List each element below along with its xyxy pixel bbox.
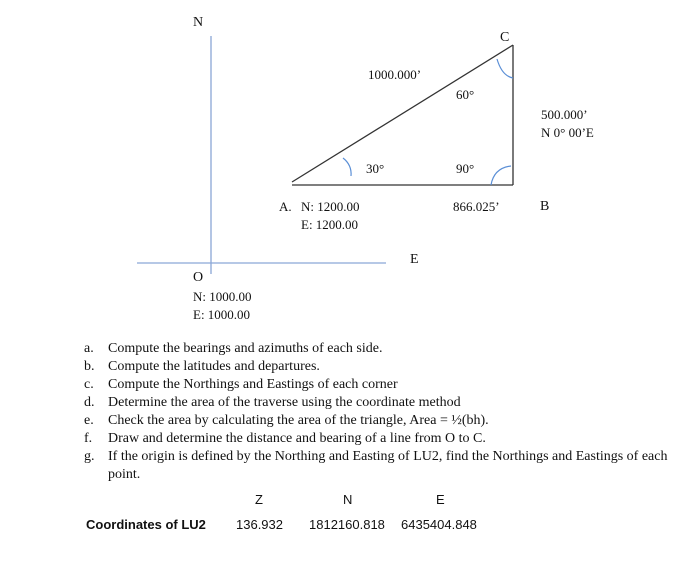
angle-c-label: 60° (456, 87, 475, 102)
origin-label: O (193, 270, 204, 285)
angle-arc-b (491, 166, 511, 185)
point-c-label: C (500, 30, 510, 45)
point-a-easting: E: 1200.00 (301, 217, 359, 232)
lu2-value-e: 6435404.848 (401, 517, 477, 532)
origin-easting: E: 1000.00 (193, 307, 251, 322)
question-item: g. If the origin is defined by the Northing and Easting of LU2, find the Northings and Eastings of each point. (84, 449, 668, 482)
lu2-header-n: N (343, 492, 353, 507)
question-item: e. Check the area by calculating the area of the triangle, Area = ½(bh). (84, 413, 489, 428)
question-list (84, 340, 684, 484)
side-ab-length: 866.025’ (453, 199, 500, 214)
question-item: a. Compute the bearings and azimuths of each side. (84, 341, 383, 356)
question-item: c. Compute the Northings and Eastings of each corner (84, 377, 398, 392)
origin-northing: N: 1000.00 (193, 289, 252, 304)
lu2-header-z: Z (255, 492, 263, 507)
angle-arc-a (343, 158, 351, 176)
east-label: E (410, 252, 419, 267)
side-bc-bearing: N 0° 00’E (541, 125, 594, 140)
lu2-value-n: 1812160.818 (309, 517, 385, 532)
angle-a-label: 30° (366, 161, 385, 176)
side-ac (292, 45, 513, 182)
angle-arc-c (497, 59, 513, 78)
point-a-northing: N: 1200.00 (301, 199, 360, 214)
lu2-value-z: 136.932 (236, 517, 283, 532)
point-b-label: B (540, 199, 550, 214)
side-bc-length: 500.000’ (541, 107, 588, 122)
question-item: d. Determine the area of the traverse using the coordinate method (84, 395, 461, 410)
lu2-header-e: E (436, 492, 445, 507)
lu2-row-label: Coordinates of LU2 (86, 517, 206, 532)
north-label: N (193, 15, 204, 30)
side-ac-length: 1000.000’ (368, 67, 422, 82)
question-item: b. Compute the latitudes and departures. (84, 359, 320, 374)
question-item: f. Draw and determine the distance and bearing of a line from O to C. (84, 431, 486, 446)
angle-b-label: 90° (456, 161, 475, 176)
point-a-label: A. (279, 199, 292, 214)
